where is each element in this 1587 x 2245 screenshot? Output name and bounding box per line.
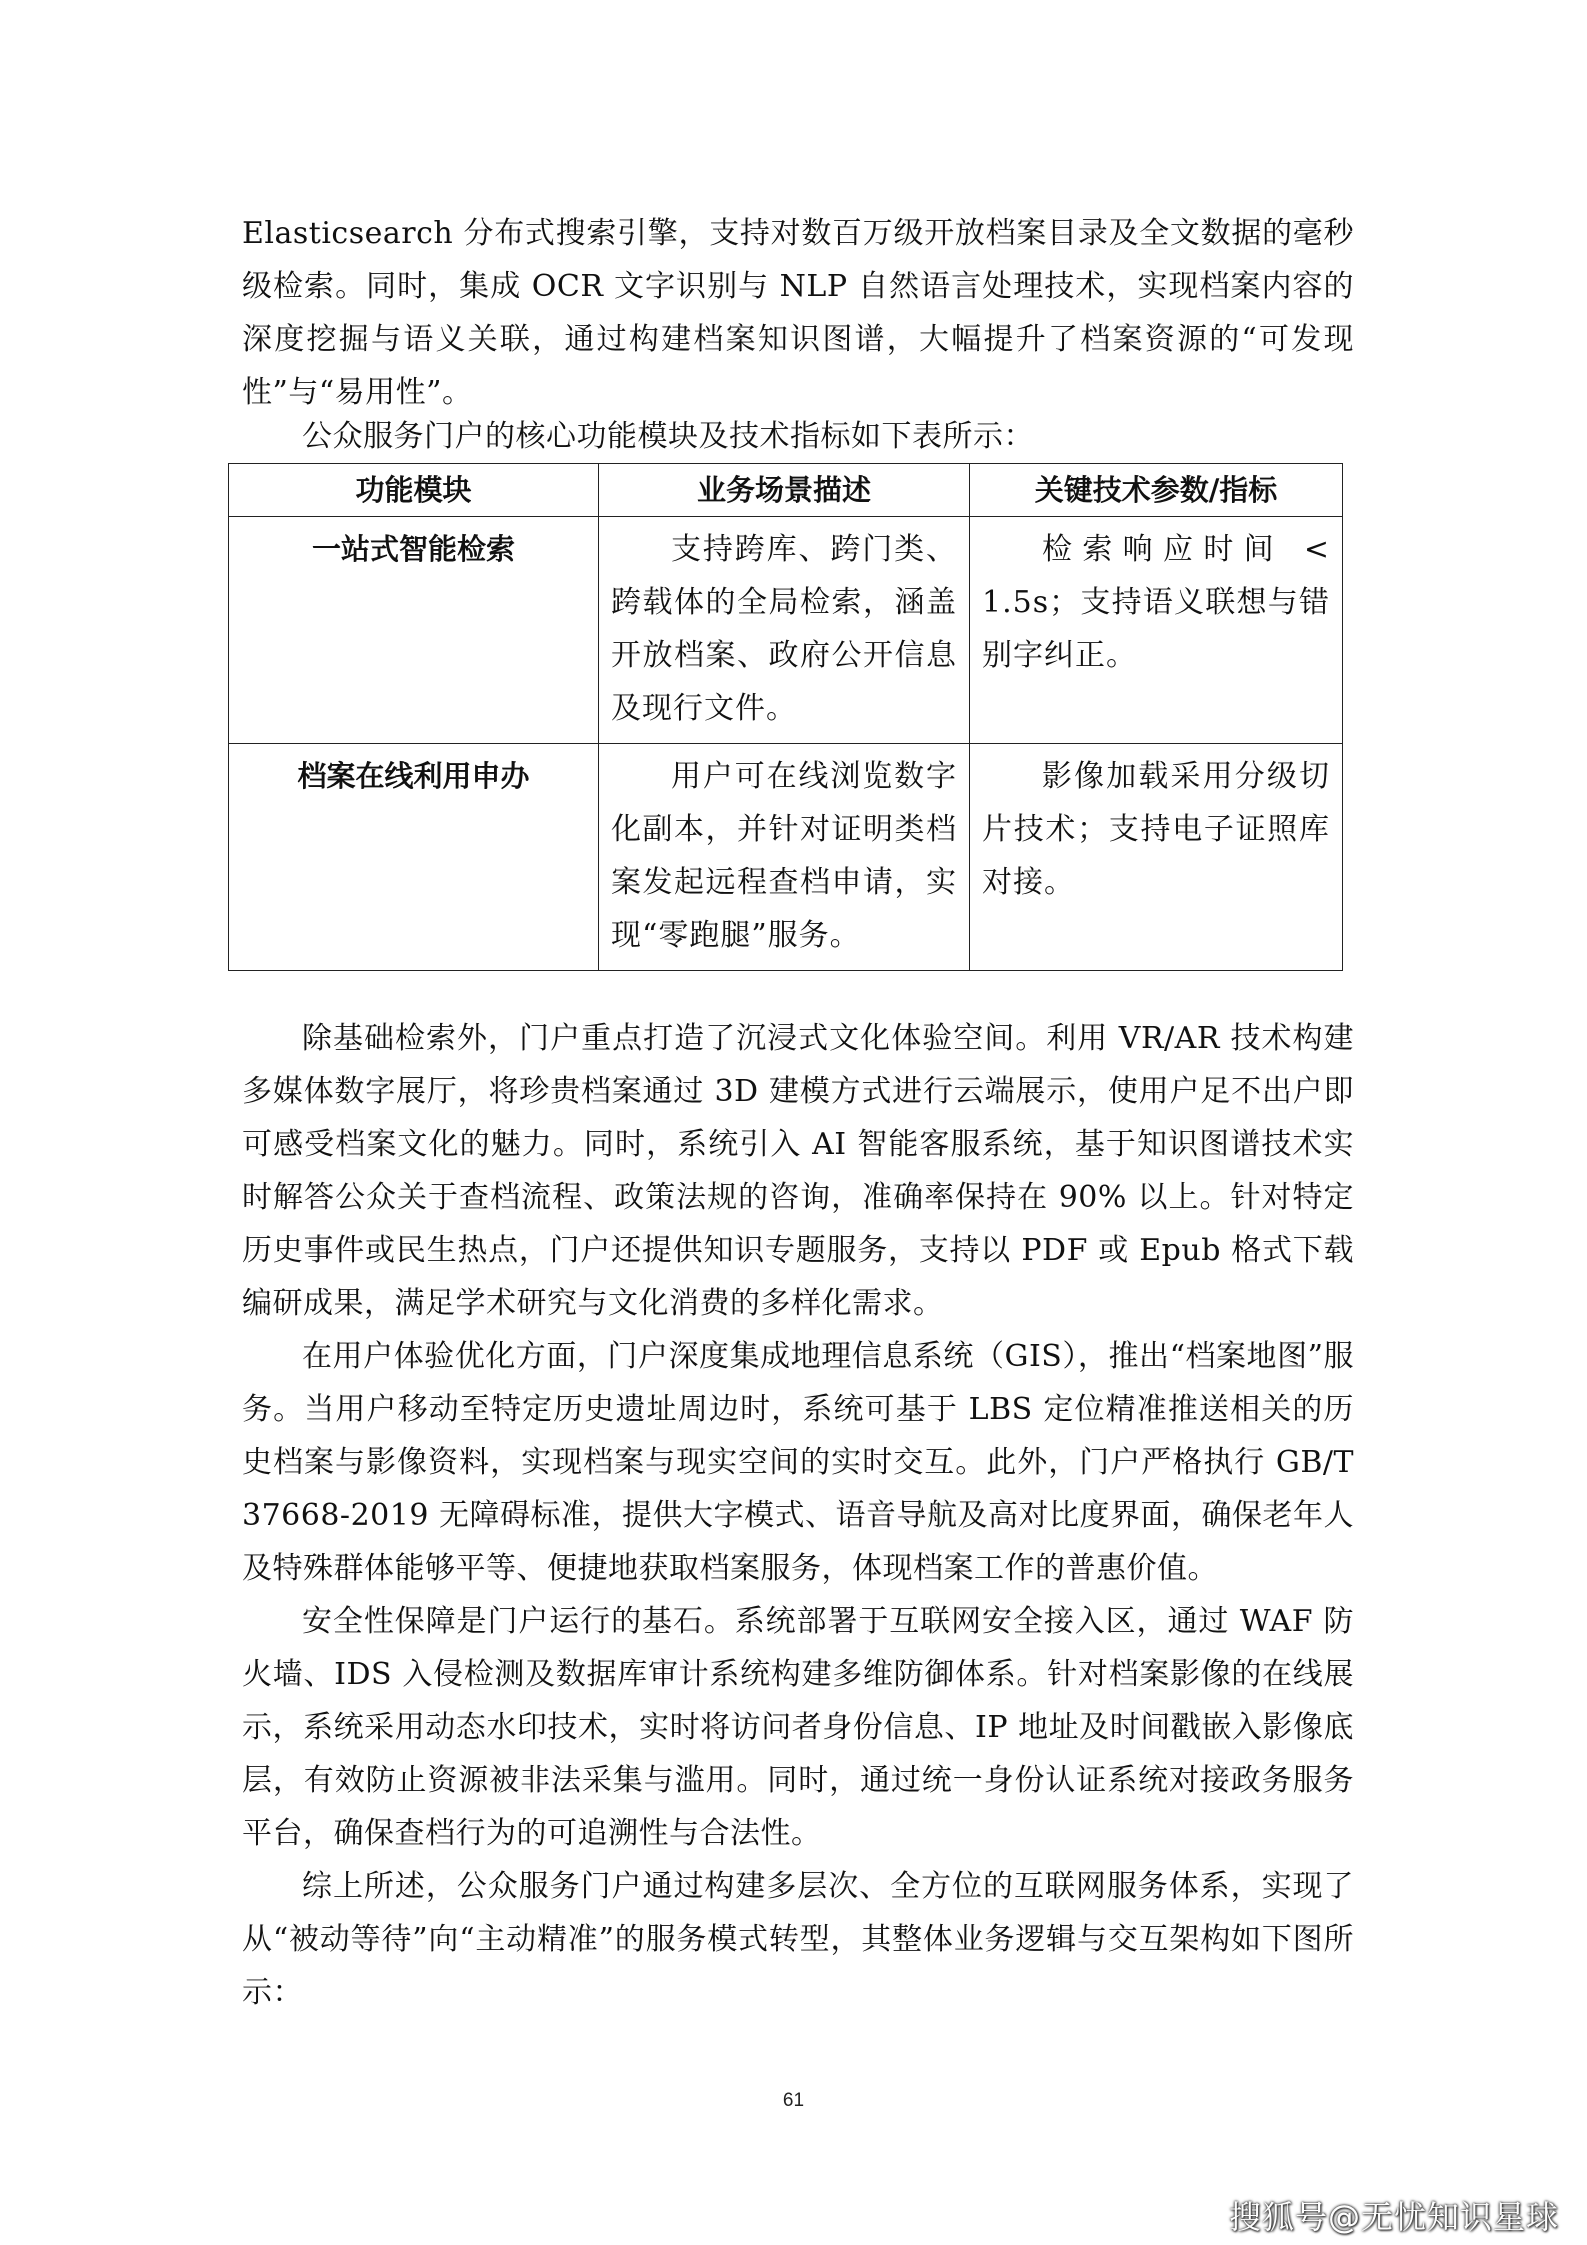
table-cell-scenario: 支持跨库、跨门类、跨载体的全局检索，涵盖开放档案、政府公开信息及现行文件。 bbox=[599, 517, 970, 744]
table-header-row bbox=[229, 464, 1343, 517]
page-number: 61 bbox=[782, 2090, 805, 2111]
paragraph-search-engine: Elasticsearch 分布式搜索引擎，支持对数百万级开放档案目录及全文数据的毫秒级检索。同时，集成 OCR 文字识别与 NLP 自然语言处理技术，实现档案内容的深度挖掘与语义关联，通过构建档案知识图谱，大幅提升了档案资源的“可发现性”与“易用性”。 bbox=[242, 216, 1354, 410]
paragraph-user-experience: 在用户体验优化方面，门户深度集成地理信息系统（GIS），推出“档案地图”服务。当用户移动至特定历史遗址周边时，系统可基于 LBS 定位精准推送相关的历史档案与影像资料，实现档案与现实空间的实时交互。此外，门户严格执行 GB/T 37668-2019 无障碍标准，提供大字模式、语音导航及高对比度界面，确保老年人及特殊群体能够平等、便捷地获取档案服务，体现档案工作的普惠价值。 bbox=[242, 1339, 1354, 1586]
paragraph-summary: 综上所述，公众服务门户通过构建多层次、全方位的互联网服务体系，实现了从“被动等待”向“主动精准”的服务模式转型，其整体业务逻辑与交互架构如下图所示： bbox=[242, 1869, 1354, 2010]
table-row bbox=[229, 517, 1343, 744]
paragraph-security: 安全性保障是门户运行的基石。系统部署于互联网安全接入区，通过 WAF 防火墙、IDS 入侵检测及数据库审计系统构建多维防御体系。针对档案影像的在线展示，系统采用动态水印技术，实时将访问者身份信息、IP 地址及时间戳嵌入影像底层，有效防止资源被非法采集与滥用。同时，通过统一身份认证系统对接政务服务平台，确保查档行为的可追溯性与合法性。 bbox=[242, 1604, 1354, 1851]
table-cell-metrics: 影像加载采用分级切片技术；支持电子证照库对接。 bbox=[970, 744, 1343, 971]
table-cell-metrics: 检索响应时间 < 1.5s；支持语义联想与错别字纠正。 bbox=[970, 517, 1343, 744]
table-caption: 公众服务门户的核心功能模块及技术指标如下表所示： bbox=[302, 419, 1034, 454]
table-header-cell: 功能模块 bbox=[229, 464, 599, 517]
table-cell-module: 档案在线利用申办 bbox=[229, 744, 599, 971]
table-cell-scenario: 用户可在线浏览数字化副本，并针对证明类档案发起远程查档申请，实现“零跑腿”服务。 bbox=[599, 744, 970, 971]
table-header-cell: 关键技术参数/指标 bbox=[970, 464, 1343, 517]
function-module-table bbox=[228, 463, 1343, 971]
paragraph-immersive-experience: 除基础检索外，门户重点打造了沉浸式文化体验空间。利用 VR/AR 技术构建多媒体数字展厅，将珍贵档案通过 3D 建模方式进行云端展示，使用户足不出户即可感受档案文化的魅力。同时，系统引入 AI 智能客服系统，基于知识图谱技术实时解答公众关于查档流程、政策法规的咨询，准确率保持在 90% 以上。针对特定历史事件或民生热点，门户还提供知识专题服务，支持以 PDF 或 Epub 格式下载编研成果，满足学术研究与文化消费的多样化需求。 bbox=[242, 1021, 1354, 1321]
table-row bbox=[229, 744, 1343, 971]
table-cell-module: 一站式智能检索 bbox=[229, 517, 599, 744]
watermark: 搜狐号@无忧知识星球 bbox=[1228, 2198, 1559, 2236]
table-header-cell: 业务场景描述 bbox=[599, 464, 970, 517]
